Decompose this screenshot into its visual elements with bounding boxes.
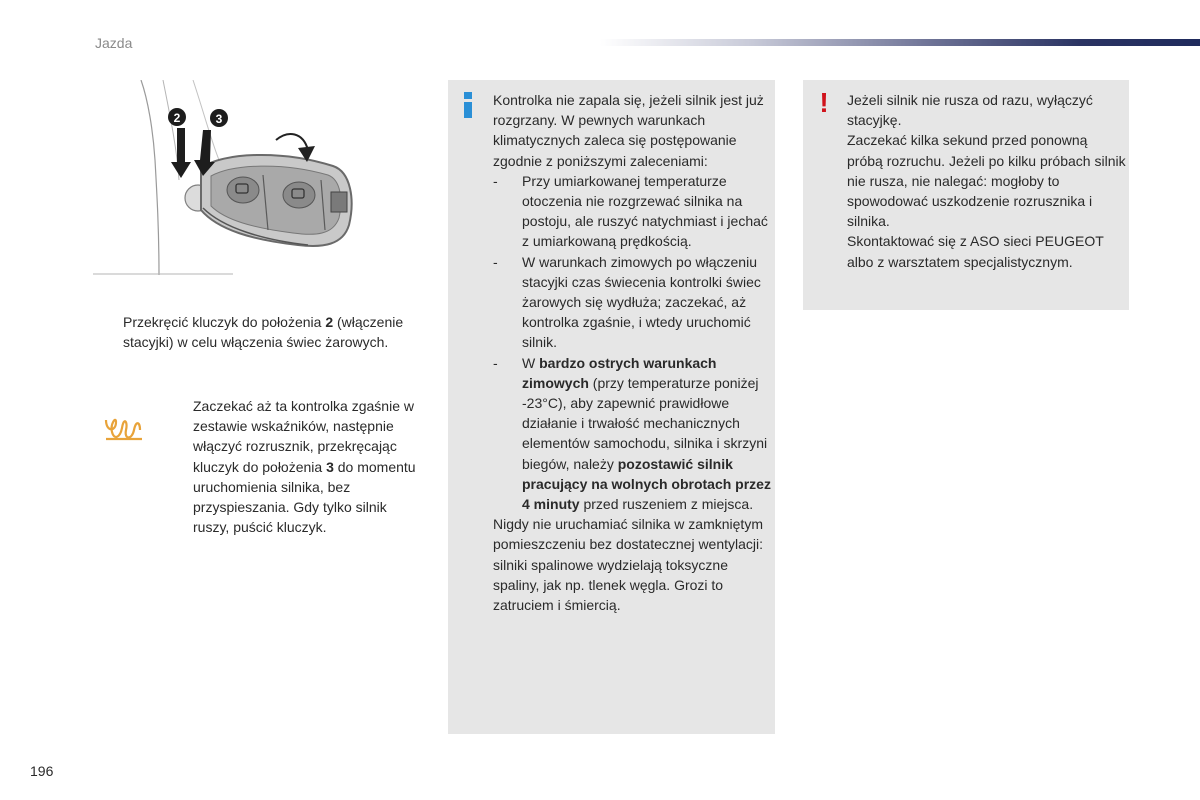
list-item <box>493 171 771 252</box>
dash-marker: - <box>493 354 498 371</box>
list-item <box>493 252 771 353</box>
callout-3-label: 3 <box>215 112 223 126</box>
list-item-text: Przy umiarkowanej temperaturze otoczenia nie rozgrzewać silnika na postoju, ale ruszyć natychmiast i jechać z umiarkowaną prędkością. <box>522 172 768 250</box>
info-closing: Nigdy nie uruchamiać silnika w zamkniętym pomieszczeniu bez dostatecznej wentylacji: silniki spalinowe wydzielają toksyczne spaliny, jak np. tlenek węgla. Grozi to zatruciem i śmiercią. <box>493 516 764 614</box>
step-text-part: Przekręcić kluczyk do położenia <box>123 314 326 330</box>
key-fob-shape <box>201 155 352 246</box>
step-turn-key-position-2 <box>95 312 430 352</box>
info-note-content <box>493 90 771 615</box>
position-number: 2 <box>325 314 334 330</box>
list-item-text: W warunkach zimowych po włączeniu stacyjki czas świecenia kontrolki świec żarowych się wydłuża; zaczekać, aż kontrolka zgaśnie, i wtedy uruchomić silnik. <box>522 253 761 351</box>
section-title: Jazda <box>95 35 133 51</box>
step-text-part: Zaczekać aż ta kontrolka zgaśnie w zestawie wskaźników, następnie włączyć rozrusznik, przekręcając kluczyk do położenia <box>193 398 414 475</box>
list-item <box>493 353 771 515</box>
list-item-text: (przy temperaturze poniżej -23°C), aby zapewnić prawidłowe działanie i trwałość mechanicznych elementów samochodu, silnika i skrzyni biegów, należy <box>522 374 768 472</box>
warning-note-box <box>803 80 1129 310</box>
info-intro: Kontrolka nie zapala się, jeżeli silnik jest już rozgrzany. W pewnych warunkach klimatycznych zaleca się postępowanie zgodnie z poniższymi zaleceniami: <box>493 92 764 169</box>
callout-2-label: 2 <box>173 111 181 125</box>
ignition-key-illustration <box>93 80 423 280</box>
step-text <box>123 312 430 352</box>
dash-marker: - <box>493 253 498 270</box>
warning-paragraph: Jeżeli silnik nie rusza od razu, wyłączyć stacyjkę. <box>847 92 1093 129</box>
step-text <box>193 396 420 537</box>
dash-marker: - <box>493 172 498 189</box>
position-number: 3 <box>326 458 334 475</box>
step-text-part: (włączenie stacyjki) w celu włączenia świec żarowych. <box>123 314 404 351</box>
list-item-text: przed ruszeniem z miejsca. <box>579 496 754 513</box>
list-item-bold: bardzo ostrych warunkach zimowych <box>522 354 717 391</box>
info-note-box <box>448 80 775 734</box>
step-text-part: do momentu uruchomienia silnika, bez przyspieszania. Gdy tylko silnik ruszy, puścić kluczyk. <box>193 458 416 536</box>
page-number: 196 <box>30 763 54 779</box>
step-start-engine <box>165 396 420 537</box>
info-icon <box>462 92 474 118</box>
glow-plug-warning-icon <box>104 418 144 442</box>
warning-note-content <box>847 90 1127 272</box>
list-item-text: W <box>522 354 540 371</box>
header-gradient-bar <box>600 39 1200 46</box>
info-list <box>493 171 771 514</box>
list-item-bold: pozostawić silnik pracujący na wolnych obrotach przez 4 minuty <box>522 455 771 513</box>
warning-paragraph: Skontaktować się z ASO sieci PEUGEOT albo z warsztatem specjalistycznym. <box>847 233 1104 270</box>
warning-exclamation-icon: ! <box>819 87 829 118</box>
warning-paragraph: Zaczekać kilka sekund przed ponowną próbą rozruchu. Jeżeli po kilku próbach silnik nie rusza, nie nalegać: mogłoby to spowodować uszkodzenie rozrusznika i silnika. <box>847 132 1126 230</box>
